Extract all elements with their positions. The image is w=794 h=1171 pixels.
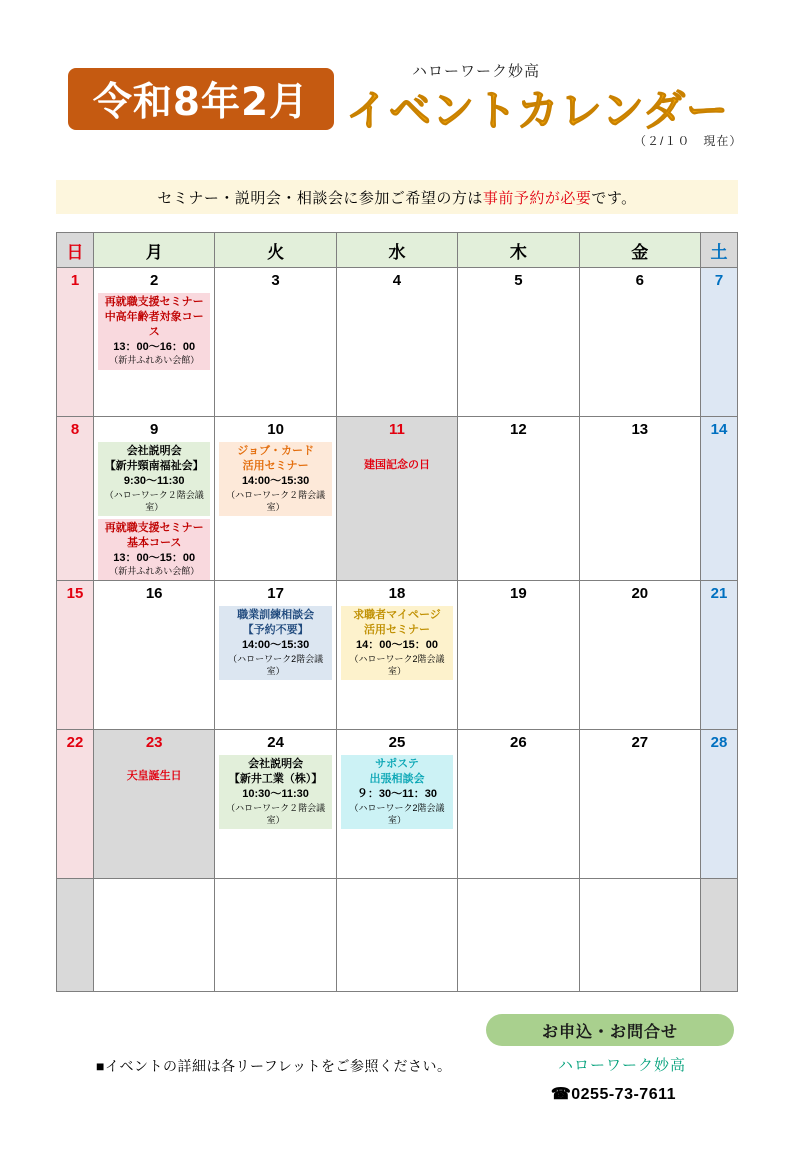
calendar-day-cell [458,417,579,581]
reservation-notice [56,180,738,214]
calendar-day-cell [336,417,457,581]
calendar-day-cell [215,581,336,730]
notice-text-red: 事前予約が必要 [482,189,592,207]
calendar-day-cell [579,730,700,879]
calendar-week-row [57,417,738,581]
calendar-day-cell [215,879,336,992]
page-title: イベントカレンダー [346,86,730,135]
calendar-event [341,606,453,680]
calendar-day-cell [94,417,215,581]
day-number: 10 [267,421,284,438]
day-number [337,879,457,883]
weekday-wed: 水 [336,233,457,268]
day-number: 16 [145,585,163,603]
event-line: 再就職支援セミナー [104,521,204,534]
event-line: 13：00〜15：00 [113,551,196,564]
event-line: 出張相談会 [369,773,425,786]
calendar-week-row [57,581,738,730]
event-line: 会社説明会 [248,758,304,771]
event-line: 中高年齢者対象コース [104,310,204,338]
day-number: 21 [710,585,728,603]
calendar-day-cell [701,268,738,417]
day-number: 3 [271,272,280,289]
calendar-day-cell [215,417,336,581]
day-number: 7 [714,272,724,289]
contact-phone: ☎0255-73-7611 [550,1086,676,1104]
calendar-day-cell [94,879,215,992]
day-number: 28 [710,734,728,752]
day-number: 13 [631,421,649,438]
day-number: 15 [66,585,84,603]
event-line: サポステ [375,758,419,771]
contact-office-name: ハローワーク妙高 [557,1057,686,1075]
month-badge: 令和8年2月 [68,68,334,130]
calendar-day-cell [336,581,457,730]
event-line: 13：00〜16：00 [113,340,196,353]
event-line: 再就職支援セミナー [104,296,204,308]
day-number: 25 [388,734,406,752]
calendar-day-cell [579,581,700,730]
event-line: 基本コース [126,536,182,549]
day-number: 8 [70,421,80,438]
day-number: 11 [389,421,405,438]
contact-heading: お申込・お問合せ [486,1014,734,1046]
event-line: 求職者マイページ [353,609,441,622]
calendar-week-row [57,730,738,879]
notice-text-after: です。 [591,189,637,207]
event-line: （ハローワーク２階会議室） [226,489,326,512]
calendar-day-cell [458,879,579,992]
event-line: 活用セミナー [363,624,430,637]
calendar-day-cell [579,417,700,581]
event-calendar [56,232,738,992]
notice-text-before: セミナー・説明会・相談会に参加ご希望の方は [157,189,483,207]
day-number [701,879,737,883]
calendar-day-cell [579,879,700,992]
event-line: 活用セミナー [242,459,309,472]
day-number: 20 [631,585,649,603]
event-line: 【新井頸南福祉会】 [104,459,204,472]
calendar-event [219,755,331,829]
calendar-day-cell [94,581,215,730]
event-line: ９：30〜11：30 [356,788,438,801]
calendar-day-cell [458,730,579,879]
calendar-day-cell [57,730,94,879]
event-line: 14:00〜15:30 [241,474,310,487]
day-number: 17 [267,585,284,603]
event-line: 天皇誕生日 [126,770,182,783]
calendar-event [341,755,453,829]
event-line: 【予約不要】 [242,624,309,637]
day-number: 6 [635,272,644,289]
calendar-week-row [57,879,738,992]
calendar-event [98,442,210,516]
calendar-day-cell [701,730,738,879]
day-number [57,879,93,883]
event-line: 9:30〜11:30 [123,474,185,487]
day-number: 18 [388,585,406,603]
office-name: ハローワーク妙高 [412,63,541,80]
event-line: （新井ふれあい会館） [109,355,200,366]
calendar-day-cell [458,268,579,417]
weekday-mon: 月 [94,233,215,268]
calendar-day-cell [57,268,94,417]
calendar-body [57,268,738,992]
event-line: （ハローワーク2階会議室） [349,803,445,826]
weekday-fri: 金 [579,233,700,268]
event-line: 建国記念の日 [363,459,430,471]
calendar-day-cell [701,879,738,992]
day-number [94,879,214,883]
day-number [580,879,700,883]
calendar-day-cell [57,581,94,730]
event-line: （ハローワーク2階会議室） [228,654,324,677]
calendar-header-row [57,233,738,268]
event-line: （新井ふれあい会館） [109,566,200,577]
page-footer [0,1010,794,1160]
calendar-day-cell [94,730,215,879]
day-number: 24 [267,734,284,752]
calendar-day-cell [57,417,94,581]
weekday-sun: 日 [57,233,94,268]
event-line: 14:00〜15:30 [241,639,310,652]
calendar-event [98,293,210,370]
calendar-day-cell [336,268,457,417]
event-line: 【新井工業（株）】 [228,773,323,786]
day-number: 4 [392,272,402,289]
day-number: 2 [150,272,159,289]
day-number: 9 [150,421,159,438]
calendar-day-cell [458,581,579,730]
calendar-day-cell [701,417,738,581]
calendar-page [0,48,794,1171]
as-of-date: （２/１０ 現在） [634,134,743,148]
calendar-day-cell [336,730,457,879]
event-line: 14：00〜15：00 [356,639,438,652]
page-header [0,48,794,168]
calendar-event [219,442,331,516]
day-number: 19 [510,585,527,603]
day-number: 5 [514,272,523,289]
event-line: 職業訓練相談会 [237,609,315,622]
calendar-event [98,519,210,581]
event-line: 会社説明会 [126,445,182,457]
calendar-event [341,442,453,476]
footer-note: ■イベントの詳細は各リーフレットをご参照ください。 [96,1058,452,1075]
calendar-day-cell [57,879,94,992]
day-number: 14 [710,421,728,438]
calendar-day-cell [215,730,336,879]
day-number: 12 [510,421,527,438]
day-number [215,879,335,883]
calendar-event [98,755,210,787]
day-number: 26 [510,734,527,752]
calendar-day-cell [215,268,336,417]
day-number: 1 [70,272,80,289]
event-line: （ハローワーク2階会議室） [349,654,445,677]
calendar-day-cell [701,581,738,730]
event-line: ジョブ・カード [237,445,314,457]
calendar-day-cell [94,268,215,417]
event-line: 10:30〜11:30 [242,788,309,801]
calendar-event [219,606,331,680]
day-number: 22 [66,734,84,752]
weekday-tue: 火 [215,233,336,268]
day-number [458,879,578,883]
calendar-week-row [57,268,738,417]
event-line: （ハローワーク２階会議室） [104,489,204,512]
day-number: 23 [145,734,163,752]
event-line: （ハローワーク２階会議室） [226,803,326,826]
calendar-day-cell [579,268,700,417]
calendar-day-cell [336,879,457,992]
weekday-sat: 土 [701,233,738,268]
day-number: 27 [631,734,649,752]
weekday-thu: 木 [458,233,579,268]
